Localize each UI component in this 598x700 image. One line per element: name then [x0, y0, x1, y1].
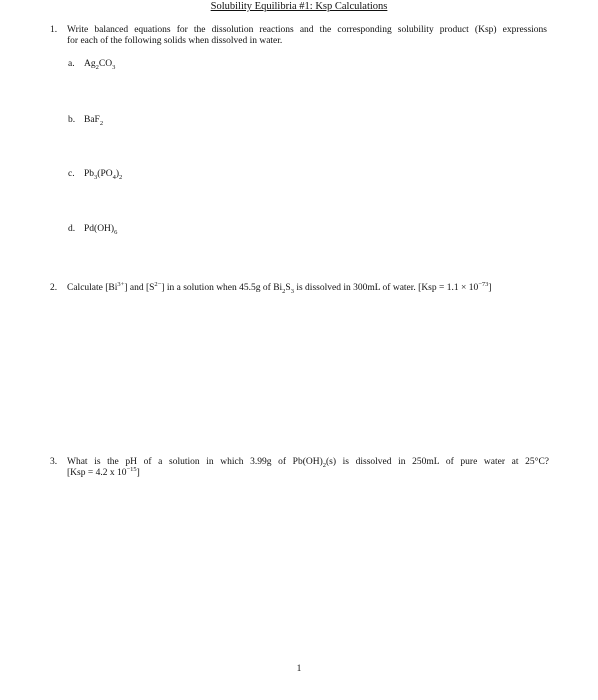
silver-carbonate-formula: $Ag_2CO_3$: [84, 59, 116, 71]
question-1-number: 1.: [50, 25, 58, 35]
question-3-line-2: [Ksp = 4.2 x $10^{-15}$]: [67, 465, 140, 478]
question-1c-letter: c.: [68, 169, 75, 179]
question-3-line-1: What is the pH of a solution in which 3.99g of $Pb(OH)_2(s)$ is dissolved in 250mL of pure water at 25°C?: [67, 457, 549, 469]
palladium-hydroxide-formula: $Pd(OH)_6$: [84, 224, 118, 236]
question-1a-formula: [84, 59, 115, 69]
question-3-number: 3.: [50, 457, 58, 467]
question-1a-letter: a.: [68, 59, 75, 69]
page-number: 1: [296, 664, 302, 674]
question-1d-formula: [84, 224, 117, 234]
question-1-line-2: for each of the following solids when dissolved in water.: [67, 36, 283, 46]
question-2-number: 2.: [50, 283, 58, 293]
question-1-line-1: Write balanced equations for the dissolution reactions and the corresponding solubility product (Ksp) expressions: [67, 25, 547, 35]
document-title: Solubility Equilibria #1: Ksp Calculations: [210, 1, 388, 12]
question-2-text: Calculate $[Bi^{3+}]$ and $[S^{2-}]$ in a solution when 45.5g of $Bi_2S_3$ is dissolved in 300mL of water. $[Ksp = 1.1 \times 10^{-73}]$: [67, 280, 492, 295]
lead-phosphate-formula: $Pb_3(PO_4)_2$: [84, 169, 123, 181]
question-1c-formula: [84, 169, 122, 179]
question-1b-formula: [84, 115, 103, 125]
question-1d-letter: d.: [68, 224, 76, 234]
barium-fluoride-formula: BaF$_2$: [84, 115, 104, 127]
question-1b-letter: b.: [68, 115, 76, 125]
